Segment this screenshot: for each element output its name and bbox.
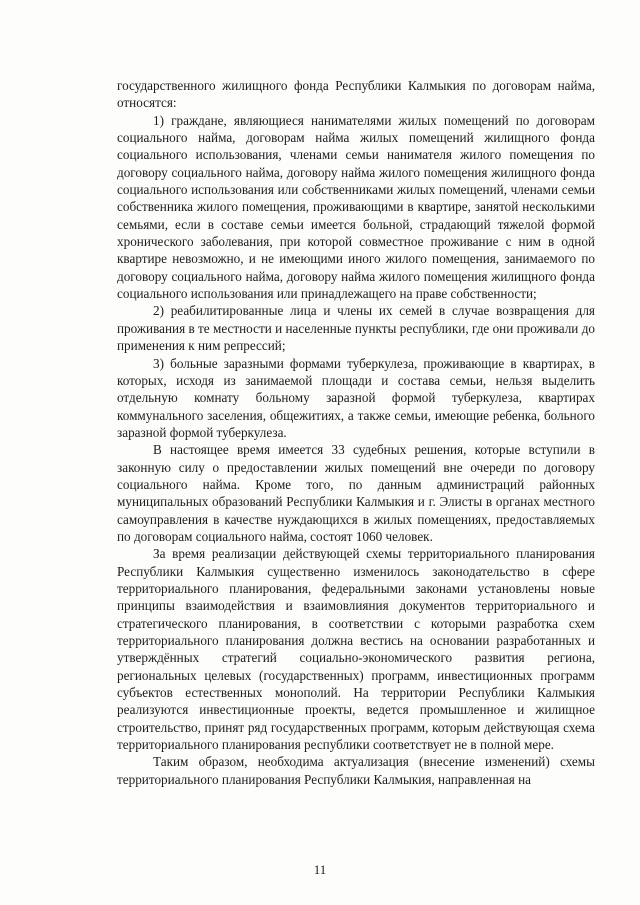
paragraph-legislation-changes: За время реализации действующей схемы территориального планирования Республики Калмыкия существенно изменилось законодательство в сфере территориального планирования, федеральными законами установлены новые принципы взаимодействия и взаимовлияния документов территориального и стратегического планирования, в соответствии с которыми разработка схем территориального планирования должна вестись на основании разработанных и утверждённых стратегий социально-экономического развития региона, региональных целевых (государственных) программ, инвестиционных программ субъектов естественных монополий. На территории Республики Калмыкия реализуются инвестиционные проекты, ведется промышленное и жилищное строительство, принят ряд государственных программ, которым действующая схема территориального планирования республики соответствует не в полной мере. <box>117 546 595 753</box>
paragraph-item-1: 1) граждане, являющиеся нанимателями жилых помещений по договорам социального найма, договорам найма жилых помещений жилищного фонда социального использования, членами семьи нанимателя жилого помещения по договору социального найма, договору найма жилого помещения жилищного фонда социального использования или собственниками жилых помещений, членами семьи собственника жилого помещения, проживающими в квартире, занятой несколькими семьями, если в составе семьи имеется больной, страдающий тяжелой формой хронического заболевания, при которой совместное проживание с ним в одной квартире невозможно, и не имеющими иного жилого помещения, занимаемого по договору социального найма, договору найма жилого помещения жилищного фонда социального использования или принадлежащего на праве собственности; <box>117 112 595 302</box>
paragraph-court-decisions: В настоящее время имеется 33 судебных решения, которые вступили в законную силу о предоставлении жилых помещений вне очереди по договору социального найма. Кроме того, по данным администраций районных муниципальных образований Республики Калмыкия и г. Элисты в органах местного самоуправления в качестве нуждающихся в жилых помещениях, предоставляемых по договорам социального найма, состоят 1060 человек. <box>117 442 595 544</box>
page-number: 11 <box>313 862 327 877</box>
paragraph-item-3: 3) больные заразными формами туберкулеза, проживающие в квартирах, в которых, исходя из занимаемой площади и состава семьи, нельзя выделить отдельную комнату больному заразной формой туберкулеза, квартирах коммунального заселения, общежитиях, а также семьи, имеющие ребенка, больного заразной формой туберкулеза. <box>117 355 595 440</box>
paragraph-conclusion: Таким образом, необходима актуализация (внесение изменений) схемы территориального планирования Республики Калмыкия, направленная на <box>117 754 595 787</box>
page-body <box>117 77 595 788</box>
paragraph-continuation: государственного жилищного фонда Республики Калмыкия по договорам найма, относятся: <box>117 78 595 111</box>
paragraph-item-2: 2) реабилитированные лица и члены их семей в случае возвращения для проживания в те местности и населенные пункты республики, где они проживали до применения к ним репрессий; <box>117 303 595 354</box>
